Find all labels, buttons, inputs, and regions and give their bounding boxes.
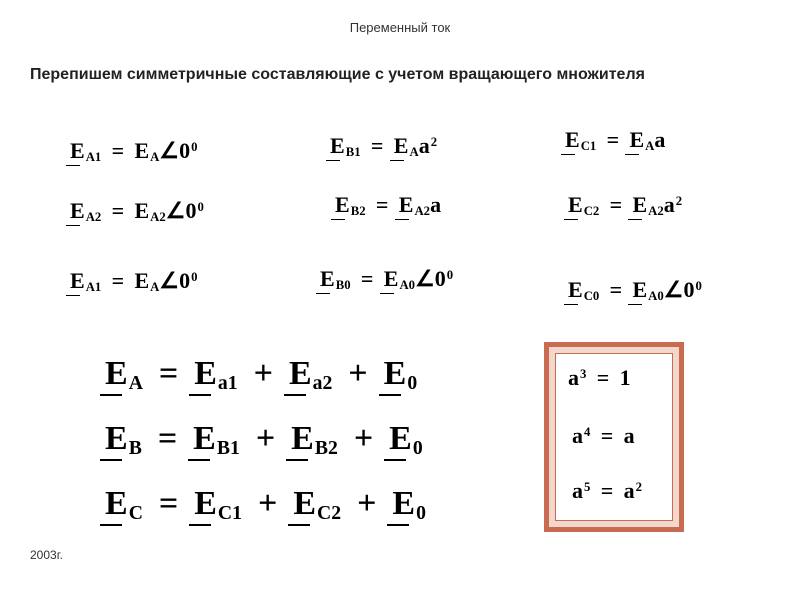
subscript: A2 bbox=[648, 204, 664, 219]
subscript: 0 bbox=[416, 501, 426, 524]
identity-value: a bbox=[623, 423, 635, 448]
vector-e: E bbox=[629, 127, 645, 152]
sum-formula-a bbox=[105, 355, 417, 395]
vector-e: E bbox=[194, 355, 217, 392]
subscript: A bbox=[150, 150, 160, 165]
formula-ea1 bbox=[70, 138, 198, 165]
subscript: B2 bbox=[314, 436, 338, 459]
subscript: A1 bbox=[85, 280, 102, 295]
power: 5 bbox=[584, 479, 591, 494]
degree-power: 0 bbox=[695, 278, 702, 293]
subscript: B1 bbox=[216, 436, 240, 459]
equals-sign: = bbox=[111, 138, 125, 163]
vector-e: E bbox=[568, 277, 583, 302]
magnitude-e: E bbox=[134, 268, 150, 293]
angle-icon: ∠ bbox=[663, 277, 684, 302]
power: 3 bbox=[580, 366, 587, 381]
subscript: A2 bbox=[414, 204, 431, 219]
footer-year: 2003г. bbox=[30, 548, 63, 562]
formula-ec1 bbox=[565, 127, 665, 154]
vector-e: E bbox=[398, 192, 414, 217]
vector-e: E bbox=[320, 266, 335, 291]
subscript: a2 bbox=[312, 371, 333, 394]
vector-e: E bbox=[293, 485, 317, 522]
degree-power: 0 bbox=[191, 269, 198, 284]
power: 2 bbox=[675, 193, 683, 208]
subscript: B0 bbox=[335, 278, 351, 293]
vector-e: E bbox=[335, 192, 350, 217]
vector-e: E bbox=[568, 192, 583, 217]
equals-sign: = bbox=[600, 423, 614, 448]
equals-sign: = bbox=[158, 355, 179, 392]
vector-e: E bbox=[288, 355, 312, 392]
identity-value: a bbox=[623, 478, 635, 503]
angle-value: 0 bbox=[185, 198, 197, 223]
angle-value: 0 bbox=[179, 138, 191, 163]
vector-e: E bbox=[194, 485, 217, 522]
angle-value: 0 bbox=[434, 266, 446, 291]
subscript: A0 bbox=[648, 289, 664, 304]
equals-sign: = bbox=[596, 365, 610, 390]
equals-sign: = bbox=[157, 420, 178, 457]
subscript: B2 bbox=[350, 204, 366, 219]
subscript: A2 bbox=[150, 210, 166, 225]
vector-e: E bbox=[291, 420, 314, 457]
equals-sign: = bbox=[158, 485, 179, 522]
subscript: A1 bbox=[85, 150, 102, 165]
angle-value: 0 bbox=[179, 268, 191, 293]
equals-sign: = bbox=[609, 192, 623, 217]
magnitude-e: E bbox=[134, 198, 150, 223]
vector-e: E bbox=[105, 485, 128, 522]
rotation-factor: a bbox=[430, 192, 442, 217]
formula-eb0 bbox=[320, 266, 453, 293]
plus-sign: + bbox=[253, 355, 273, 392]
vector-e: E bbox=[193, 420, 216, 457]
vector-e: E bbox=[632, 277, 648, 302]
subscript: A bbox=[645, 139, 655, 154]
subscript: C bbox=[128, 501, 143, 524]
power: 2 bbox=[430, 134, 438, 149]
magnitude-e: E bbox=[134, 138, 150, 163]
plus-sign: + bbox=[357, 485, 377, 522]
subscript: C1 bbox=[580, 139, 597, 154]
subscript: a1 bbox=[217, 371, 238, 394]
sum-formula-c bbox=[105, 485, 426, 525]
vector-e: E bbox=[393, 133, 409, 158]
plus-sign: + bbox=[353, 420, 374, 457]
rotation-factor: a bbox=[418, 133, 430, 158]
degree-power: 0 bbox=[446, 267, 454, 282]
vector-e: E bbox=[383, 355, 407, 392]
subscript: C0 bbox=[583, 289, 600, 304]
formula-ea2 bbox=[70, 198, 204, 225]
power: 2 bbox=[635, 479, 642, 494]
subscript: A2 bbox=[85, 210, 102, 225]
equals-sign: = bbox=[609, 277, 623, 302]
identity-value: 1 bbox=[619, 365, 631, 390]
identity-a5 bbox=[572, 478, 642, 504]
vector-e: E bbox=[389, 420, 412, 457]
base-a: a bbox=[572, 478, 583, 503]
subscript: A bbox=[409, 145, 419, 160]
vector-e: E bbox=[565, 127, 580, 152]
base-a: a bbox=[568, 365, 579, 390]
formula-eb1 bbox=[330, 133, 437, 160]
vector-e: E bbox=[392, 485, 416, 522]
identity-a4 bbox=[572, 423, 635, 449]
formula-ea0 bbox=[70, 268, 198, 295]
plus-sign: + bbox=[257, 485, 278, 522]
angle-icon: ∠ bbox=[159, 268, 180, 293]
subscript: A0 bbox=[399, 278, 416, 293]
angle-value: 0 bbox=[683, 277, 695, 302]
formula-ec2 bbox=[568, 192, 682, 219]
vector-e: E bbox=[70, 138, 85, 163]
equals-sign: = bbox=[360, 266, 374, 291]
subscript: C2 bbox=[583, 204, 600, 219]
vector-e: E bbox=[70, 198, 85, 223]
angle-icon: ∠ bbox=[165, 198, 186, 223]
plus-sign: + bbox=[255, 420, 276, 457]
subscript: 0 bbox=[407, 371, 418, 394]
formula-eb2 bbox=[335, 192, 441, 219]
angle-icon: ∠ bbox=[415, 266, 435, 291]
rotation-factor: a bbox=[663, 192, 675, 217]
equals-sign: = bbox=[370, 133, 384, 158]
subscript: A bbox=[150, 280, 160, 295]
subscript: B1 bbox=[345, 145, 361, 160]
subscript: A bbox=[128, 371, 143, 394]
slide-subtitle: Перепишем симметричные составляющие с учетом вращающего множителя bbox=[30, 66, 645, 83]
vector-e: E bbox=[105, 420, 128, 457]
subscript: B bbox=[128, 436, 142, 459]
vector-e: E bbox=[632, 192, 648, 217]
slide-header: Переменный ток bbox=[349, 20, 451, 35]
equals-sign: = bbox=[111, 198, 125, 223]
plus-sign: + bbox=[348, 355, 368, 392]
degree-power: 0 bbox=[191, 139, 198, 154]
formula-ec0 bbox=[568, 277, 702, 304]
rotation-factor: a bbox=[654, 127, 666, 152]
subscript: C1 bbox=[217, 501, 243, 524]
base-a: a bbox=[572, 423, 583, 448]
vector-e: E bbox=[383, 266, 399, 291]
identity-a3 bbox=[568, 365, 631, 391]
power: 4 bbox=[584, 424, 591, 439]
sum-formula-b bbox=[105, 420, 423, 460]
vector-e: E bbox=[330, 133, 345, 158]
subscript: 0 bbox=[412, 436, 423, 459]
equals-sign: = bbox=[600, 478, 614, 503]
vector-e: E bbox=[70, 268, 85, 293]
subscript: C2 bbox=[317, 501, 342, 524]
degree-power: 0 bbox=[197, 199, 204, 214]
equals-sign: = bbox=[375, 192, 389, 217]
angle-icon: ∠ bbox=[159, 138, 180, 163]
equals-sign: = bbox=[606, 127, 620, 152]
vector-e: E bbox=[105, 355, 128, 392]
equals-sign: = bbox=[111, 268, 125, 293]
